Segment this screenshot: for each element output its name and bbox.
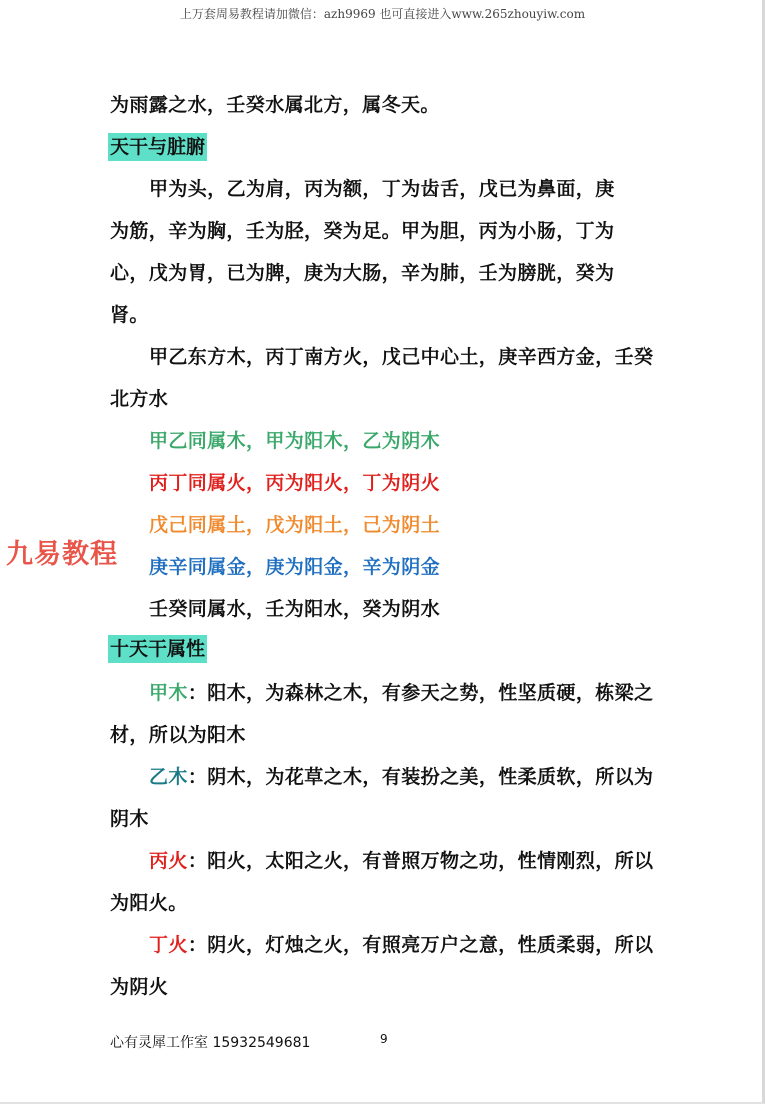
element-line-wood: 甲乙同属木，甲为阳木，乙为阴木 — [149, 430, 441, 452]
stem-desc-bing: ：阳火，太阳之火，有普照万物之功，性情刚烈，所以 — [187, 850, 654, 872]
header-note: 上万套周易教程请加微信：azh9969 也可直接进入www.265zhouyiw.com — [179, 7, 586, 21]
stem-entry-yi — [149, 765, 653, 789]
footer-studio-contact: 心有灵犀工作室 15932549681 — [110, 1035, 311, 1051]
stem-desc-ding: ：阴火，灯烛之火，有照亮万户之意，性质柔弱，所以 — [187, 934, 654, 956]
watermark-logo-text: 九易教程 — [6, 539, 118, 570]
section-heading-ten-stems: 十天干属性 — [108, 635, 207, 663]
body-line: 材，所以为阳木 — [110, 724, 246, 746]
element-line-water: 壬癸同属水，壬为阳水，癸为阴水 — [149, 598, 441, 620]
page-number: 9 — [380, 1032, 388, 1046]
element-line-earth: 戊己同属土，戊为阳土，己为阴土 — [149, 514, 441, 536]
element-line-fire: 丙丁同属火，丙为阳火，丁为阴火 — [149, 472, 441, 494]
body-line: 肾。 — [110, 304, 149, 326]
body-line: 甲为头，乙为肩，丙为额，丁为齿舌，戊已为鼻面，庚 — [149, 178, 615, 200]
stem-entry-bing — [149, 849, 653, 873]
body-line: 心，戊为胃，已为脾，庚为大肠，辛为肺，壬为膀胱，癸为 — [110, 262, 615, 284]
stem-label-yi: 乙木 — [149, 766, 188, 788]
element-line-metal: 庚辛同属金，庚为阳金，辛为阴金 — [149, 556, 441, 578]
stem-desc-yi: ：阴木，为花草之木，有装扮之美，性柔质软，所以为 — [187, 766, 654, 788]
section-heading-stems-organs: 天干与脏腑 — [108, 133, 207, 161]
body-line: 为阳火。 — [110, 892, 188, 914]
stem-label-bing: 丙火 — [149, 850, 188, 872]
body-line: 为筋，辛为胸，壬为胫，癸为足。甲为胆，丙为小肠，丁为 — [110, 220, 615, 242]
stem-label-ding: 丁火 — [149, 934, 188, 956]
stem-label-jia: 甲木 — [149, 682, 188, 704]
body-line: 为雨露之水，壬癸水属北方，属冬天。 — [110, 94, 440, 116]
body-line: 阴木 — [110, 808, 149, 830]
stem-entry-ding — [149, 933, 653, 957]
body-line: 为阴火 — [110, 976, 169, 998]
body-line: 北方水 — [110, 388, 169, 410]
stem-entry-jia — [149, 681, 653, 705]
body-line: 甲乙东方木，丙丁南方火，戊己中心土，庚辛西方金，壬癸 — [149, 346, 654, 368]
stem-desc-jia: ：阳木，为森林之木，有参天之势，性坚质硬，栋梁之 — [187, 682, 654, 704]
